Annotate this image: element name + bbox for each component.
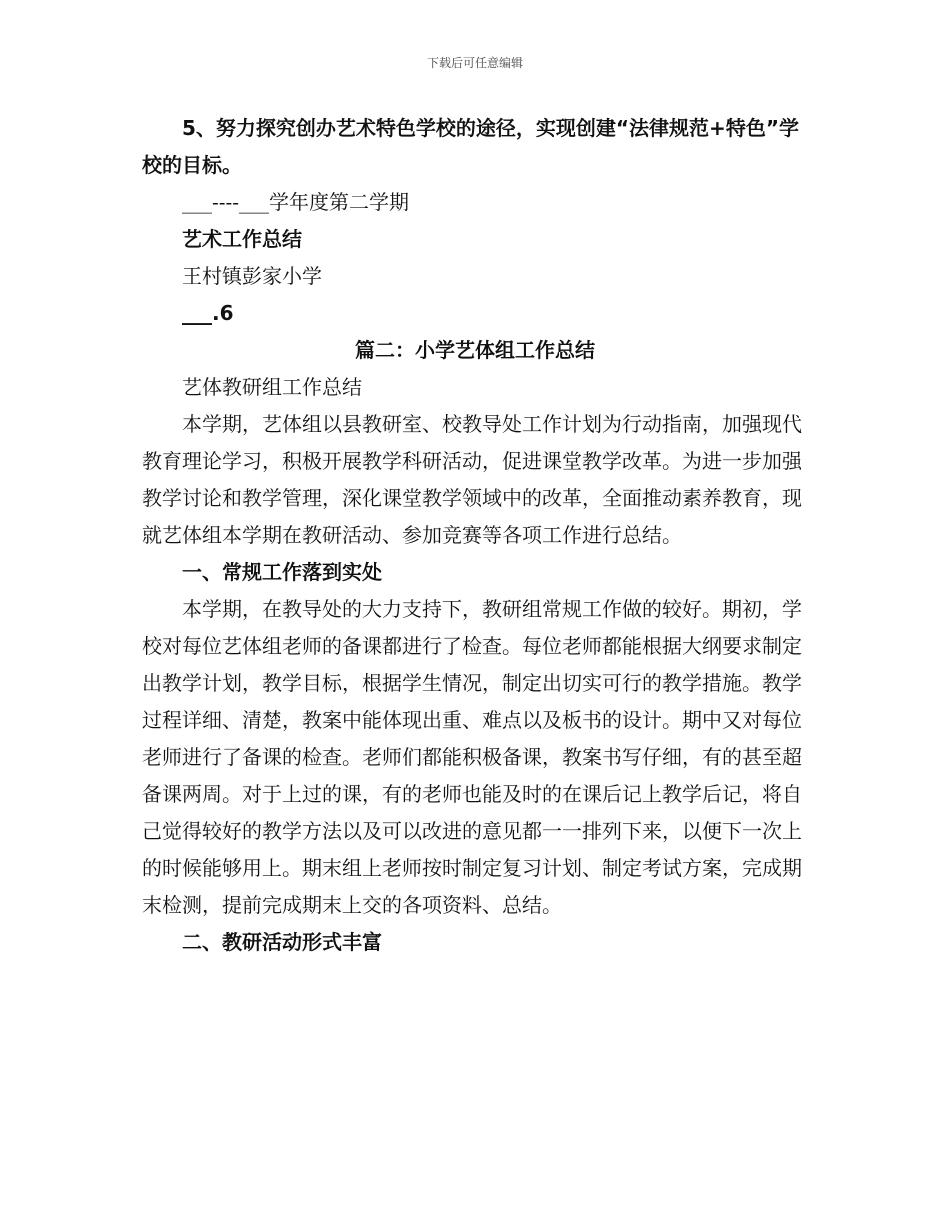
section-1-body: 本学期，在教导处的大力支持下，教研组常规工作做的较好。期初，学校对每位艺体组老师的备课都进行了检查。每位老师都能根据大纲要求制定出教学计划，教学目标，根据学生情况，制定出切实可行的教学措施。教学过程详细、清楚，教案中能体现出重、难点以及板书的设计。期中又对每位老师进行了备课的检查。老师们都能积极备课，教案书写仔细，有的甚至超备课两周。对于上过的课，有的老师也能及时的在课后记上教学后记，将自己觉得较好的教学方法以及可以改进的意见都一一排列下来，以便下一次上的时候能够用上。期末组上老师按时制定复习计划、制定考试方案，完成期末检测，提前完成期末上交的各项资料、总结。 [142, 597, 802, 917]
document-body [142, 110, 808, 961]
school-name: 王村镇彭家小学 [182, 264, 322, 288]
item-5-paragraph: 5、努力探究创办艺术特色学校的途径，实现创建“法律规范+特色”学校的目标。 [142, 116, 799, 177]
semester-line: ___----___学年度第二学期 [182, 190, 410, 214]
intro-paragraph: 本学期，艺体组以县教研室、校教导处工作计划为行动指南，加强现代教育理论学习，积极开展教学科研活动，促进课堂教学改革。为进一步加强教学讨论和教学管理，深化课堂教学领域中的改革，全面推动素养教育，现就艺体组本学期在教研活动、参加竞赛等各项工作进行总结。 [142, 412, 802, 547]
sub-title: 艺体教研组工作总结 [182, 375, 362, 399]
chapter-title: 篇二：小学艺体组工作总结 [355, 338, 595, 362]
art-work-title: 艺术工作总结 [182, 227, 302, 251]
page-header: 下载后可任意编辑 [426, 56, 523, 70]
date-line: ___.6 [182, 301, 234, 325]
section-1-heading: 一、常规工作落到实处 [182, 560, 382, 584]
section-2-heading: 二、教研活动形式丰富 [182, 930, 382, 954]
